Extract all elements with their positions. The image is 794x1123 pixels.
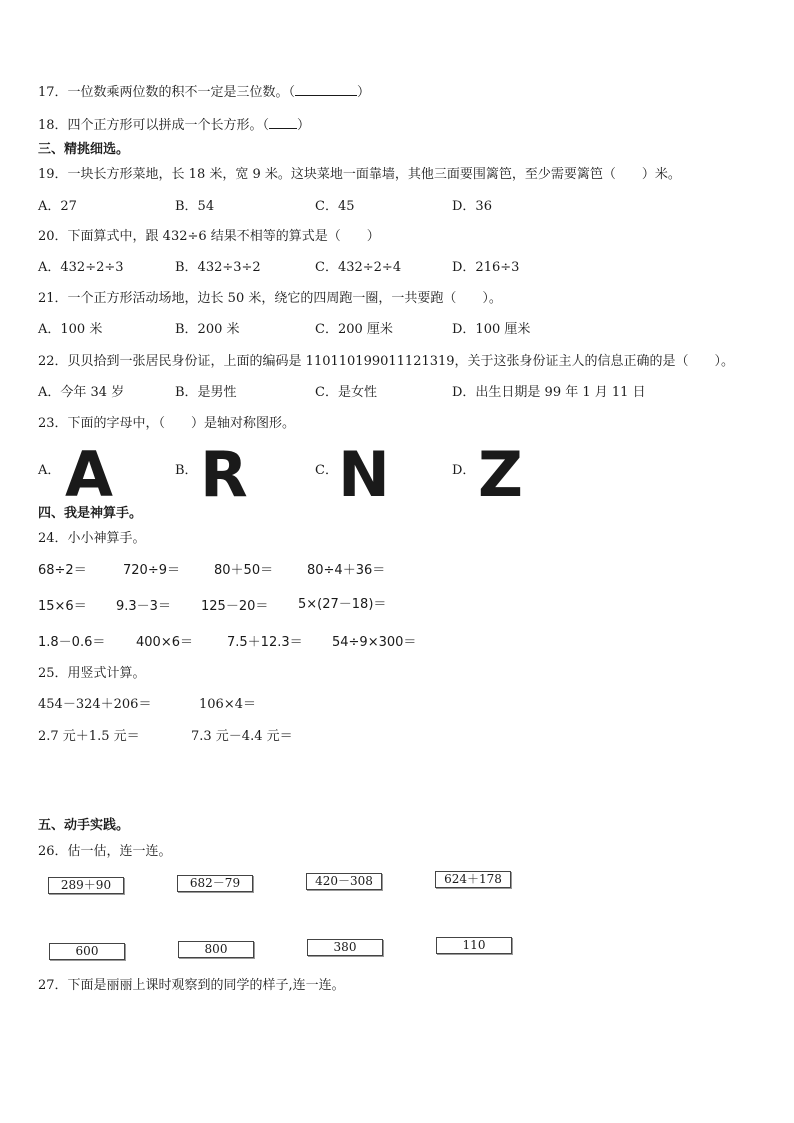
- question-21-text: 21．一个正方形活动场地，边长 50 米，绕它的四周跑一圈，一共要跑（ ）。: [38, 291, 502, 306]
- calc-item: 54÷9×300＝: [332, 635, 417, 650]
- option-c[interactable]: C．是女性: [315, 385, 377, 400]
- question-22-text: 22．贝贝拾到一张居民身份证，上面的编码是 110110199011121319，关于这张身份证主人的信息正确的是（ ）。: [38, 354, 735, 369]
- calc-item: 1.8－0.6＝: [38, 635, 106, 650]
- section-3-heading: 三、精挑细选。: [38, 142, 130, 157]
- option-a[interactable]: A．432÷2÷3: [38, 260, 124, 275]
- expression-card[interactable]: 289＋90: [48, 877, 124, 894]
- calc-item: 400×6＝: [136, 635, 193, 650]
- calc-item: 125－20＝: [201, 599, 269, 614]
- question-19-text: 19．一块长方形菜地，长 18 米，宽 9 米。这块菜地一面靠墙，其他三面要围篱笆，至少需要篱笆（ ）米。: [38, 167, 681, 182]
- calc-item: 15×6＝: [38, 599, 87, 614]
- option-c[interactable]: C．200 厘米: [315, 322, 393, 337]
- option-b-label[interactable]: B．: [175, 463, 198, 478]
- section-4-heading: 四、我是神算手。: [38, 506, 143, 521]
- question-27-text: 27．下面是丽丽上课时观察到的同学的样子,连一连。: [38, 978, 345, 993]
- option-c[interactable]: C．45: [315, 199, 355, 214]
- question-18: 18．四个正方形可以拼成一个长方形。（ ）: [38, 115, 310, 135]
- calc-item: 80÷4＋36＝: [307, 563, 386, 578]
- option-d[interactable]: D．100 厘米: [452, 322, 531, 337]
- question-17: 17．一位数乘两位数的积不一定是三位数。（ ）: [38, 82, 370, 102]
- option-a[interactable]: A．今年 34 岁: [38, 385, 125, 400]
- option-c[interactable]: C．432÷2÷4: [315, 260, 402, 275]
- vertical-calc-item: 7.3 元－4.4 元＝: [191, 729, 293, 744]
- expression-card[interactable]: 624＋178: [435, 871, 511, 888]
- answer-blank[interactable]: [269, 115, 297, 129]
- question-25-text: 25．用竖式计算。: [38, 666, 146, 681]
- option-d[interactable]: D．出生日期是 99 年 1 月 11 日: [452, 385, 646, 400]
- question-23-options: [38, 438, 558, 511]
- calc-item: 5×(27－18)＝: [298, 597, 387, 612]
- option-d[interactable]: D．216÷3: [452, 260, 520, 275]
- letter-z-image: Z: [478, 438, 523, 511]
- question-23-text: 23．下面的字母中，（ ）是轴对称图形。: [38, 416, 296, 431]
- vertical-calc-item: 106×4＝: [199, 697, 256, 712]
- option-b[interactable]: B．200 米: [175, 322, 240, 337]
- calc-item: 720÷9＝: [123, 563, 180, 578]
- answer-blank[interactable]: [295, 82, 357, 96]
- section-5-heading: 五、动手实践。: [38, 818, 130, 833]
- calc-item: 68÷2＝: [38, 563, 87, 578]
- vertical-calc-item: 2.7 元＋1.5 元＝: [38, 729, 140, 744]
- letter-r-image: R: [200, 438, 248, 511]
- estimate-card[interactable]: 110: [436, 937, 512, 954]
- option-d[interactable]: D．36: [452, 199, 492, 214]
- option-b[interactable]: B．432÷3÷2: [175, 260, 261, 275]
- question-18-text: 18．四个正方形可以拼成一个长方形。（: [38, 118, 270, 133]
- expression-card[interactable]: 682－79: [177, 875, 253, 892]
- calc-item: 7.5＋12.3＝: [227, 635, 303, 650]
- estimate-card[interactable]: 380: [307, 939, 383, 956]
- vertical-calc-item: 454－324＋206＝: [38, 697, 152, 712]
- option-b[interactable]: B．54: [175, 199, 215, 214]
- question-24-text: 24．小小神算手。: [38, 531, 146, 546]
- letter-n-image: N: [338, 438, 390, 511]
- question-17-text: 17．一位数乘两位数的积不一定是三位数。（: [38, 85, 296, 100]
- calc-item: 9.3－3＝: [116, 599, 171, 614]
- letter-a-image: A: [65, 438, 113, 511]
- option-a[interactable]: A．27: [38, 199, 77, 214]
- option-b[interactable]: B．是男性: [175, 385, 237, 400]
- question-26-text: 26．估一估，连一连。: [38, 844, 172, 859]
- option-d-label[interactable]: D．: [452, 463, 476, 478]
- question-20-text: 20．下面算式中，跟 432÷6 结果不相等的算式是（ ）: [38, 229, 380, 244]
- option-a-label[interactable]: A．: [38, 463, 61, 478]
- option-a[interactable]: A．100 米: [38, 322, 103, 337]
- calc-item: 80＋50＝: [214, 563, 274, 578]
- expression-card[interactable]: 420－308: [306, 873, 382, 890]
- option-c-label[interactable]: C．: [315, 463, 338, 478]
- estimate-card[interactable]: 600: [49, 943, 125, 960]
- estimate-card[interactable]: 800: [178, 941, 254, 958]
